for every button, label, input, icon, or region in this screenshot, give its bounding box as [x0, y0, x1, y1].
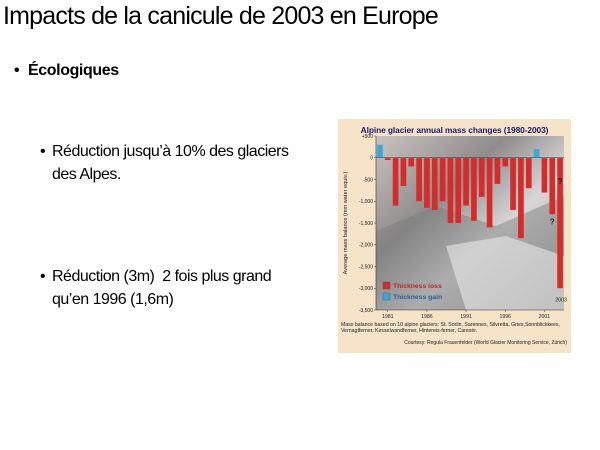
- y-axis-label: Average mass balance (mm water equiv.): [343, 171, 349, 275]
- sub-bullet-glaciers-text: Réduction jusqu’à 10% des glaciers des Alpes.: [52, 143, 289, 183]
- legend-swatch-1: [383, 293, 390, 300]
- y-tick-label: -2,000: [358, 242, 373, 249]
- x-tick-label: 1986: [421, 314, 433, 319]
- bar-1984: [408, 158, 414, 167]
- bar-1983: [401, 158, 407, 186]
- bar-1990: [455, 158, 461, 223]
- sub-bullet-glaciers: [40, 140, 288, 186]
- y-tick-label: -2,500: [358, 264, 373, 271]
- bar-1980: [377, 145, 383, 158]
- bar-1993: [479, 158, 485, 197]
- bar-1995: [495, 158, 501, 184]
- y-tick-label: -3,500: [358, 307, 373, 314]
- bar-1987: [432, 158, 438, 210]
- glacier-figure: [338, 119, 571, 353]
- y-tick-label: -1,000: [358, 199, 373, 206]
- annotation-question-2003: ?: [557, 176, 563, 186]
- y-tick-label: 0: [370, 155, 373, 162]
- bar-1992: [471, 158, 477, 221]
- bullet-ecologiques: [14, 62, 119, 80]
- legend-label-0: Thickness loss: [393, 283, 442, 290]
- bar-1994: [487, 158, 493, 228]
- bullet-dot: •: [40, 268, 46, 285]
- bar-2000: [534, 149, 540, 158]
- bar-1997: [510, 158, 516, 210]
- bullet-dot: •: [40, 143, 46, 160]
- bar-1988: [440, 158, 446, 202]
- bar-1999: [526, 158, 532, 188]
- x-tick-label: 1981: [381, 314, 394, 319]
- bar-1986: [424, 158, 430, 208]
- bullet-dot: •: [14, 62, 20, 79]
- bar-1981: [385, 158, 391, 160]
- bullet-ecologiques-label: Écologiques: [28, 62, 119, 79]
- bar-1991: [463, 158, 469, 206]
- glacier-mass-chart: [338, 119, 571, 319]
- bar-1996: [502, 158, 508, 167]
- legend-swatch-0: [383, 282, 390, 289]
- annotation-question-2002: ?: [549, 217, 555, 227]
- x-tick-label: 1996: [499, 314, 512, 319]
- bar-2001: [542, 158, 548, 193]
- bar-1985: [416, 158, 422, 202]
- chart-footnote: Mass balance based on 10 alpine glaciers: St. Sorlin, Sarennes, Silvretta, Gries,Sonnblickkees, Vernagtferner, Kesselwandferner, Hintereis-ferner, Caresèr.: [341, 322, 560, 335]
- y-tick-label: -1,500: [358, 220, 373, 227]
- page-title: Impacts de la canicule de 2003 en Europe: [3, 2, 438, 30]
- chart-title: Alpine glacier annual mass changes (1980-2003): [360, 125, 549, 135]
- annotation-2003: 2003: [555, 297, 567, 304]
- bar-2002: [549, 158, 555, 215]
- chart-credit: Courtesy: Regula Frauenfelder (World Glacier Monitoring Service, Zürich): [404, 340, 567, 346]
- legend-label-1: Thickness gain: [393, 294, 443, 301]
- sub-bullet-reduction-text: Réduction (3m) 2 fois plus grand qu’en 1996 (1,6m): [52, 268, 272, 308]
- bar-1989: [448, 158, 454, 223]
- x-tick-label: 1991: [460, 314, 472, 319]
- y-tick-label: +500: [361, 133, 373, 140]
- bar-1998: [518, 158, 524, 238]
- x-tick-label: 2001: [538, 314, 551, 319]
- bar-1982: [393, 158, 399, 206]
- sub-bullet-reduction: [40, 265, 271, 311]
- y-tick-label: -500: [362, 177, 373, 184]
- y-tick-label: -3,000: [358, 286, 373, 293]
